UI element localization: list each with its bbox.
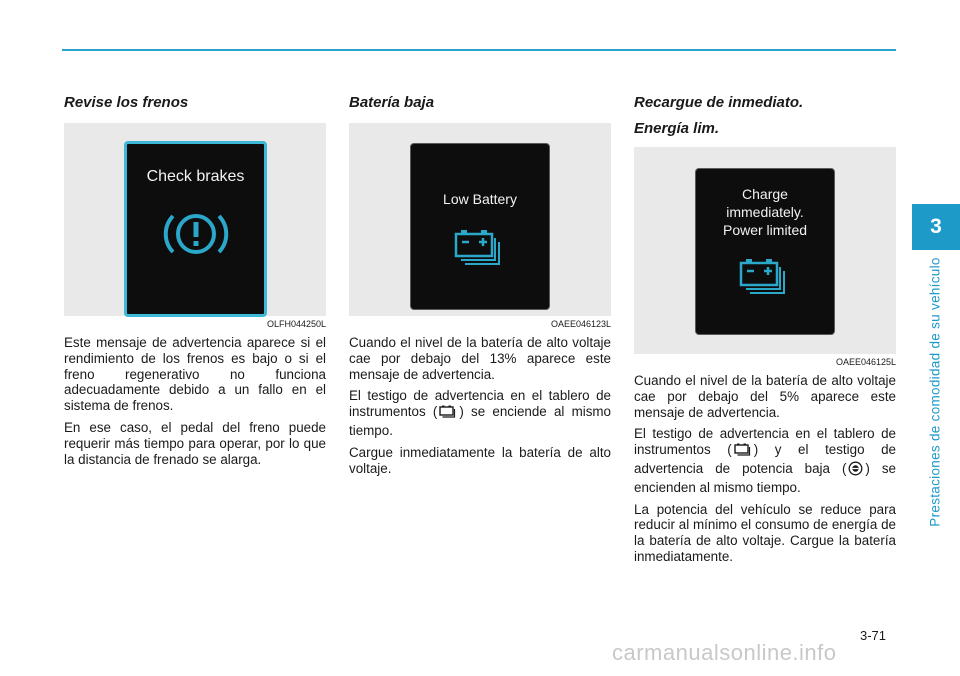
brake-warning-icon — [161, 206, 231, 267]
section-body — [634, 373, 896, 565]
paragraph: El testigo de advertencia en el tablero de instrumentos ( ) y el testigo de advertencia de potencia baja ( ) se encienden al mismo tiempo. — [634, 426, 896, 495]
display-message: Low Battery — [443, 191, 517, 207]
top-rule — [62, 49, 896, 51]
figure-code: OLFH044250L — [266, 319, 326, 329]
figure-code: OAEE046125L — [835, 357, 896, 367]
paragraph: Cargue inmediatamente la batería de alto voltaje. — [349, 444, 611, 476]
section-body — [64, 335, 326, 467]
figure-charge-immediately — [634, 147, 896, 367]
figure-code: OAEE046123L — [550, 319, 611, 329]
battery-warning-icon — [739, 255, 791, 300]
section-heading: Revise los frenos — [64, 94, 189, 111]
display-message: Check brakes — [146, 168, 245, 185]
section-check-brakes — [64, 91, 326, 473]
battery-warning-icon — [454, 226, 506, 271]
figure-check-brakes — [64, 123, 326, 329]
section-body — [349, 335, 611, 476]
paragraph: El testigo de advertencia en el tablero de instrumentos ( ) se enciende al mismo tiempo. — [349, 388, 612, 438]
figure-low-battery — [349, 123, 611, 329]
paragraph: Cuando el nivel de la batería de alto voltaje cae por debajo del 5% aparece este mensaje de advertencia. — [634, 373, 896, 420]
chapter-tab: 3 — [912, 204, 960, 250]
section-charge-immediately — [634, 91, 896, 571]
battery-warning-icon — [439, 404, 457, 423]
cluster-display — [410, 143, 550, 310]
cluster-display — [124, 141, 267, 317]
section-heading: Energía lim. — [634, 120, 720, 137]
paragraph: Cuando el nivel de la batería de alto voltaje cae por debajo del 13% aparece este mensaje de advertencia. — [349, 335, 611, 382]
section-heading: Recargue de inmediato. — [634, 94, 804, 111]
paragraph: La potencia del vehículo se reduce para reducir al mínimo el consumo de energía de la batería de alto voltaje. Cargue la batería inmediatamente. — [634, 501, 896, 564]
display-message: Charge immediately. Power limited — [722, 186, 808, 238]
page-number: 3-71 — [860, 628, 887, 643]
power-limit-icon — [848, 461, 863, 480]
section-heading: Batería baja — [349, 94, 435, 111]
paragraph: Este mensaje de advertencia aparece si el rendimiento de los frenos es bajo o si el freno regenerativo no funciona adecuadamente debido a un fallo en el sistema de frenos. — [64, 335, 326, 414]
paragraph: En ese caso, el pedal del freno puede requerir más tiempo para operar, por lo que la distancia de frenado se alarga. — [64, 419, 326, 467]
battery-warning-icon — [734, 442, 752, 461]
chapter-title: Prestaciones de comodidad de su vehículo — [927, 257, 943, 527]
cluster-display — [695, 168, 835, 335]
section-low-battery — [349, 91, 611, 482]
watermark: carmanualsonline.info — [612, 640, 837, 665]
